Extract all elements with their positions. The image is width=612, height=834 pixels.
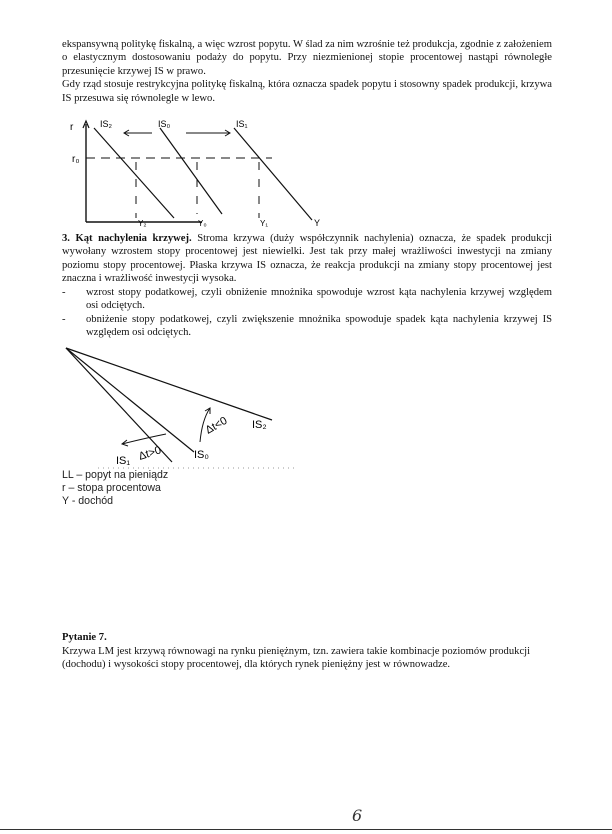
- paragraph-restrictive: Gdy rząd stosuje restrykcyjna politykę fiskalną, która oznacza spadek popytu i stosowny spadek produkcji, krzywa IS przesuwa się równolegle w lewo.: [62, 79, 552, 104]
- paragraph-expansive: ekspansywną politykę fiskalną, a więc wzrost popytu. W ślad za nim wzrośnie też produkcja, zgodnie z założeniem o elastycznym dostosowaniu podaży do popytu. Przy niezmienionej stopie procentowej nastąpi równoległe przesunięcie krzywej IS w prawo.: [62, 39, 552, 77]
- y-axis-label: r: [70, 122, 74, 133]
- legend-line: LL – popyt na pieniądz: [62, 469, 169, 481]
- bullet-list: [62, 286, 552, 340]
- section-3-heading: 3. Kąt nachylenia krzywej.: [62, 233, 192, 244]
- y2-mark: Y₂: [138, 219, 147, 228]
- is1-curve: [234, 128, 312, 220]
- is2-curve: [94, 128, 174, 218]
- rotate-down-arrow: [122, 434, 166, 444]
- y1-mark: Y₁: [260, 219, 269, 228]
- list-item: [62, 286, 552, 313]
- bullet-dash: -: [62, 313, 66, 325]
- y0-mark: Y₀: [198, 219, 207, 228]
- is2-flat-curve: [66, 348, 272, 420]
- is0-curve: [66, 348, 194, 452]
- question-7-title: Pytanie 7.: [62, 632, 107, 643]
- section-3: [62, 232, 552, 286]
- question-7-body: Krzywa LM jest krzywą równowagi na rynku pieniężnym, tzn. zawiera takie kombinacje poziomów produkcji (dochodu) i wysokości stopy procentowej, dla których rynek pieniężny jest w równowadze.: [62, 646, 531, 671]
- is0-label: IS₀: [158, 119, 171, 129]
- is2-label: IS₂: [100, 119, 112, 129]
- is0-label: IS₀: [194, 449, 209, 461]
- is0-curve: [160, 128, 222, 214]
- legend: [62, 469, 168, 509]
- is2-label: IS₂: [252, 419, 267, 431]
- bullet-dash: -: [62, 287, 66, 298]
- x-axis-label: Y: [314, 218, 321, 228]
- bullet-text: wzrost stopy podatkowej, czyli obniżenie mnożnika spowoduje wzrost kąta nachylenia krzywej względem osi odciętych.: [86, 287, 552, 312]
- is1-label: IS₁: [236, 119, 248, 129]
- bullet-text: obniżenie stopy podatkowej, czyli zwiększenie mnożnika spowoduje spadek kąta nachylenia krzywej IS względem osi odciętych.: [86, 313, 552, 339]
- list-item: [62, 313, 552, 340]
- is1-label: IS₁: [116, 455, 131, 467]
- bottom-divider: [0, 829, 612, 830]
- legend-line: Y - dochód: [62, 495, 114, 508]
- intro-paragraph: [62, 38, 552, 105]
- annotation-tax-up: Δt>0: [137, 444, 163, 463]
- is-shift-figure: [62, 118, 332, 230]
- is-slope-figure: [62, 342, 302, 470]
- annotation-tax-down: Δt<0: [203, 414, 230, 437]
- section-3-text: Stroma krzywa (duży współczynnik nachylenia) oznacza, że spadek produkcji wywołany wzrostem stopy procentowej jest niewielki. Jest tak przy małej wrażliwości inwestycji na zmiany poziomu stopy procentowej. Płaska krzywa IS oznacza, że reakcja produkcji na zmiany stopy procentowej jest znaczna i wrażliwość inwestycji wysoka.: [62, 233, 552, 285]
- page-number: 6: [352, 806, 363, 825]
- legend-line: r – stopa procentowa: [62, 482, 161, 495]
- r0-label: r₀: [72, 154, 80, 165]
